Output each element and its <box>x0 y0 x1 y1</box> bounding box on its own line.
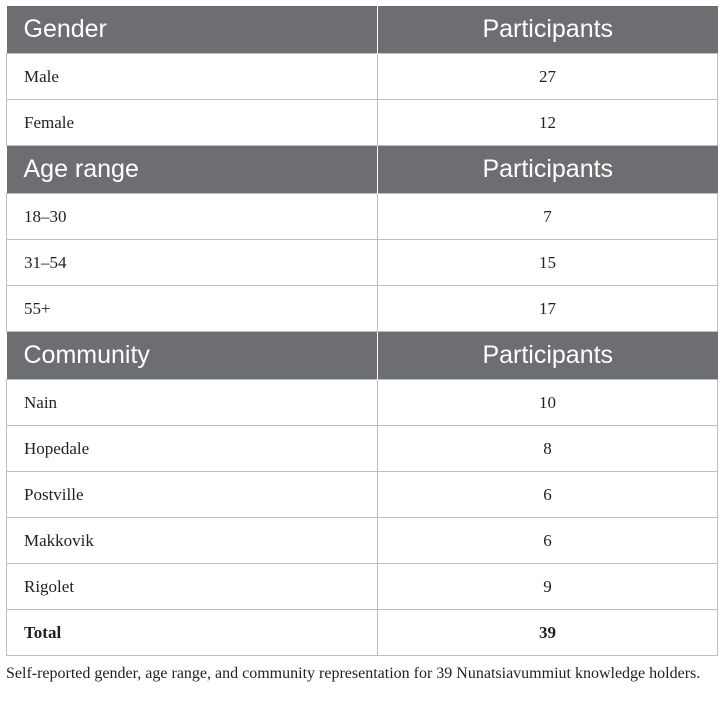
row-value: 10 <box>378 380 718 426</box>
row-label: Hopedale <box>7 426 378 472</box>
table-row <box>7 194 718 240</box>
row-label: 18–30 <box>7 194 378 240</box>
section-header-value: Participants <box>378 332 718 380</box>
section-header-value: Participants <box>378 146 718 194</box>
row-label: Rigolet <box>7 564 378 610</box>
section-header-label: Gender <box>7 6 378 54</box>
section-header-label: Community <box>7 332 378 380</box>
row-label: Makkovik <box>7 518 378 564</box>
table-row <box>7 54 718 100</box>
row-value: 17 <box>378 286 718 332</box>
table-caption: Self-reported gender, age range, and community representation for 39 Nunatsiavummiut knowledge holders. <box>6 665 701 682</box>
row-value: 6 <box>378 518 718 564</box>
table-row <box>7 286 718 332</box>
section-header-age-range <box>7 146 718 194</box>
total-row <box>7 610 718 656</box>
row-value: 15 <box>378 240 718 286</box>
table-row <box>7 564 718 610</box>
row-label: 31–54 <box>7 240 378 286</box>
row-value: 8 <box>378 426 718 472</box>
row-label: Nain <box>7 380 378 426</box>
section-header-value: Participants <box>378 6 718 54</box>
row-value: 9 <box>378 564 718 610</box>
total-label: Total <box>7 610 378 656</box>
row-label: Postville <box>7 472 378 518</box>
row-value: 12 <box>378 100 718 146</box>
row-label: Male <box>7 54 378 100</box>
table-row <box>7 426 718 472</box>
section-header-label: Age range <box>7 146 378 194</box>
table-row <box>7 380 718 426</box>
row-value: 6 <box>378 472 718 518</box>
row-value: 27 <box>378 54 718 100</box>
row-label: Female <box>7 100 378 146</box>
table-row <box>7 100 718 146</box>
table-row <box>7 472 718 518</box>
table-row <box>7 240 718 286</box>
row-label: 55+ <box>7 286 378 332</box>
participants-table-container <box>6 6 717 656</box>
total-value: 39 <box>378 610 718 656</box>
participants-table <box>6 6 718 656</box>
table-row <box>7 518 718 564</box>
section-header-gender <box>7 6 718 54</box>
row-value: 7 <box>378 194 718 240</box>
section-header-community <box>7 332 718 380</box>
